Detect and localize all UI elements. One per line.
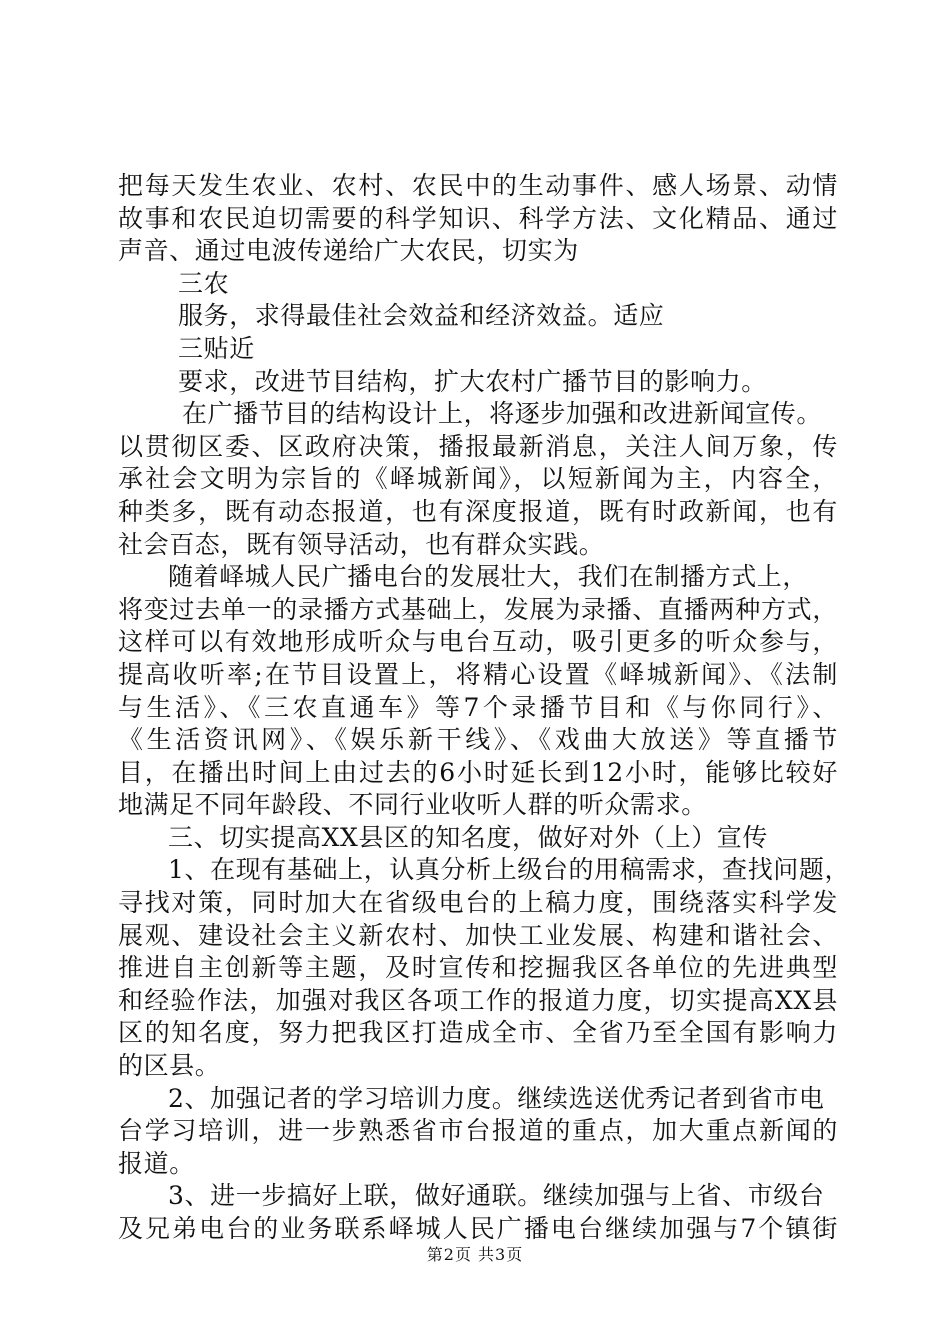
- page-number: 第2页 共3页: [426, 1245, 524, 1264]
- text-line: 与生活》、《三农直通车》等7个录播节目和《与你同行》、: [118, 692, 838, 722]
- document-body: [118, 170, 851, 1246]
- text-line: 区的知名度，努力把我区打造成全市、全省乃至全国有影响力: [118, 1018, 838, 1048]
- section-heading: 三、切实提高XX县区的知名度，做好对外（上）宣传: [168, 822, 768, 852]
- paragraph-start: 3、进一步搞好上联，做好通联。继续加强与上省、市级台: [168, 1181, 825, 1211]
- text-line: 承社会文明为宗旨的《峄城新闻》，以短新闻为主，内容全，: [118, 464, 838, 494]
- paragraph-start: 2、加强记者的学习培训力度。继续选送优秀记者到省市电: [168, 1083, 825, 1113]
- text-line: 和经验作法，加强对我区各项工作的报道力度，切实提高XX县: [118, 985, 838, 1015]
- text-line: 三贴近: [178, 333, 255, 363]
- paragraph-start: 在广播节目的结构设计上，将逐步加强和改进新闻宣传。: [182, 399, 823, 429]
- text-line: 及兄弟电台的业务联系峄城人民广播电台继续加强与7个镇街: [118, 1214, 838, 1243]
- text-line: 《生活资讯网》、《娱乐新干线》、《戏曲大放送》等直播节: [118, 725, 838, 755]
- text-line: 地满足不同年龄段、不同行业收听人群的听众需求。: [118, 790, 707, 820]
- text-line: 把每天发生农业、农村、农民中的生动事件、感人场景、动情: [118, 171, 838, 200]
- text-line: 的区县。: [118, 1051, 221, 1081]
- paragraph-start: 随着峄城人民广播电台的发展壮大，我们在制播方式上，: [168, 562, 809, 592]
- text-line: 将变过去单一的录播方式基础上，发展为录播、直播两种方式，: [118, 594, 838, 624]
- text-line: 种类多，既有动态报道，也有深度报道，既有时政新闻，也有: [118, 496, 838, 526]
- text-line: 展观、建设社会主义新农村、加快工业发展、构建和谐社会、: [118, 920, 838, 950]
- text-line: 目，在播出时间上由过去的6小时延长到12小时，能够比较好: [118, 757, 838, 787]
- text-line: 社会百态，既有领导活动，也有群众实践。: [118, 529, 605, 559]
- text-line: 故事和农民迫切需要的科学知识、科学方法、文化精品、通过: [118, 203, 838, 233]
- text-line: 服务，求得最佳社会效益和经济效益。适应: [178, 301, 665, 331]
- paragraph-start: 1、在现有基础上，认真分析上级台的用稿需求，查找问题，: [168, 855, 851, 885]
- text-line: 三农: [178, 268, 230, 298]
- text-line: 声音、通过电波传递给广大农民，切实为: [118, 236, 579, 266]
- text-line: 以贯彻区委、区政府决策，播报最新消息，关注人间万象，传: [118, 431, 838, 461]
- text-line: 这样可以有效地形成听众与电台互动，吸引更多的听众参与，: [118, 627, 838, 657]
- text-line: 提高收听率;在节目设置上，将精心设置《峄城新闻》、《法制: [118, 659, 838, 689]
- text-line: 台学习培训，进一步熟悉省市台报道的重点，加大重点新闻的: [118, 1116, 838, 1146]
- text-line: 推进自主创新等主题，及时宣传和挖掘我区各单位的先进典型: [118, 953, 838, 983]
- text-line: 寻找对策，同时加大在省级电台的上稿力度，围绕落实科学发: [118, 888, 838, 918]
- text-line: 要求，改进节目结构，扩大农村广播节目的影响力。: [178, 366, 767, 396]
- text-line: 报道。: [118, 1148, 195, 1178]
